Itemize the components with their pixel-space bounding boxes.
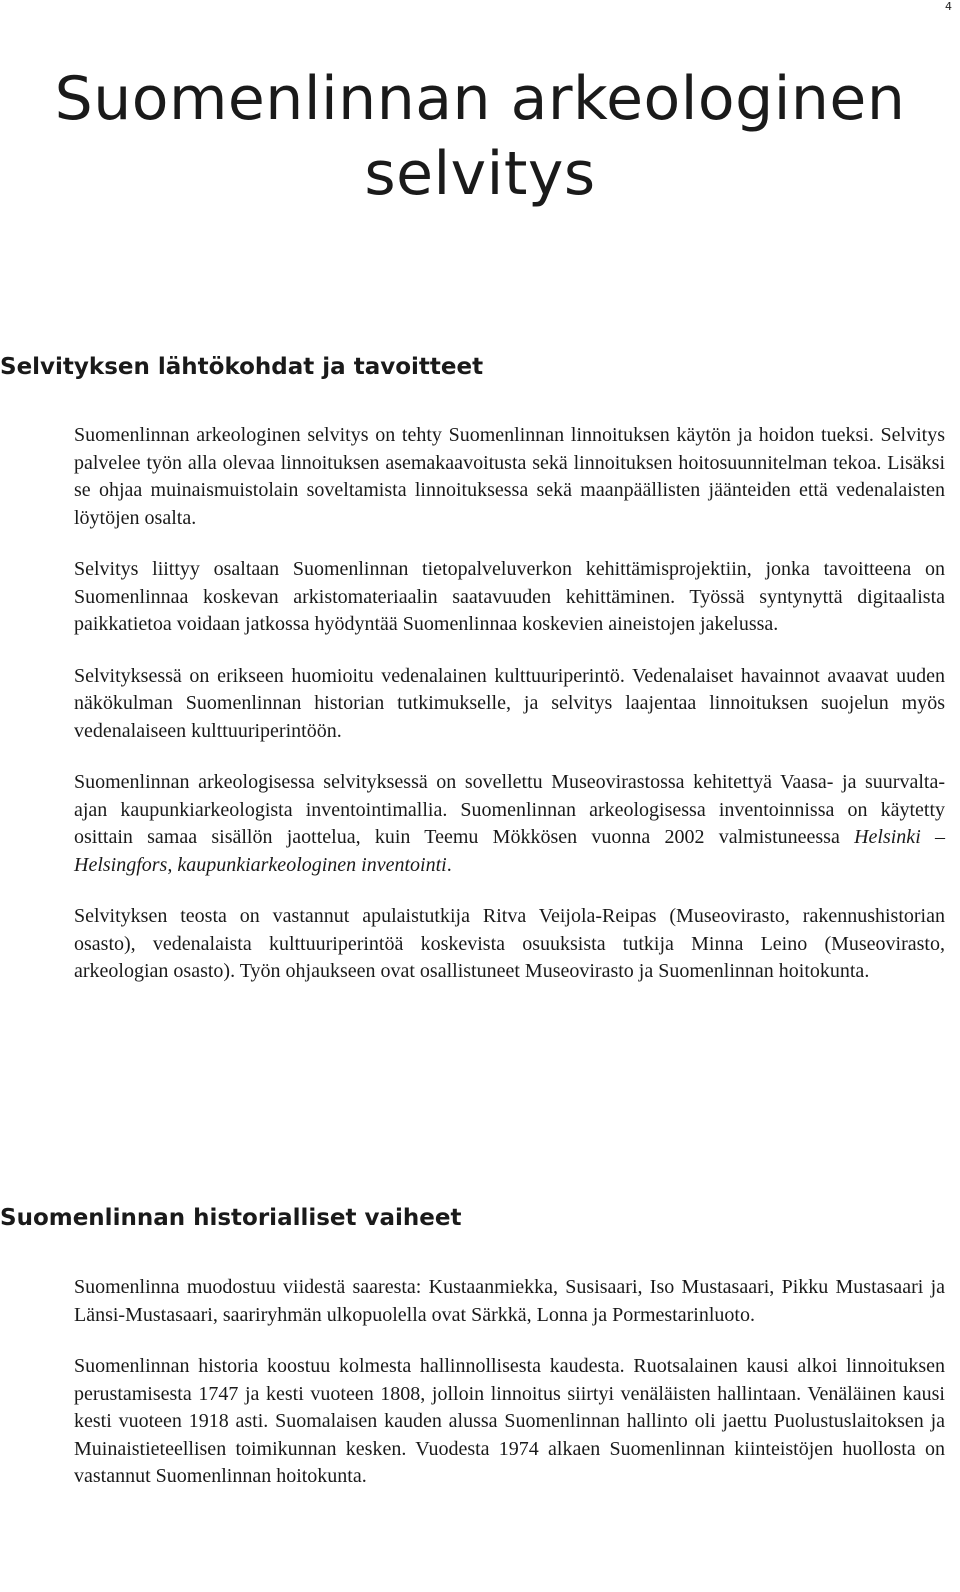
page-title	[0, 62, 960, 212]
section-heading-lahtokohdat: Selvityksen lähtökohdat ja tavoitteet	[0, 354, 484, 380]
page-title-line-1: Suomenlinnan arkeologinen	[54, 64, 906, 134]
paragraph-with-citation	[74, 769, 945, 879]
section-body-historialliset-vaiheet	[74, 1274, 945, 1515]
paragraph: Selvitys liittyy osaltaan Suomenlinnan tietopalveluverkon kehittämisprojektiin, jonka tavoitteena on Suomenlinnaa koskevan arkistomateriaalin saatavuuden kehittäminen. Työssä syntynyttä digitaalista paikkatietoa voidaan jatkossa hyödyntää Suomenlinnaa koskevien aineistojen jakelussa.	[74, 558, 945, 635]
paragraph: Suomenlinna muodostuu viidestä saaresta: Kustaanmiekka, Susisaari, Iso Mustasaari, Pikku Mustasaari ja Länsi-Mustasaari, saariryhmän ulkopuolella ovat Särkkä, Lonna ja Pormestarinluoto.	[74, 1276, 945, 1326]
paragraph: Suomenlinnan historia koostuu kolmesta hallinnollisesta kaudesta. Ruotsalainen kausi alkoi linnoituksen perustamisesta 1747 ja kesti vuoteen 1808, jolloin linnoitus siirtyi venäläisten hallintaan. Venäläinen kausi kesti vuoteen 1918 asti. Suomalaisen kauden alussa Suomenlinnan hallinto oli jaettu Puolustuslaitoksen ja Muinaistieteellisen toimikunnan kesken. Vuodesta 1974 alkaen Suomenlinnan kiinteistöjen huollosta on vastannut Suomenlinnan hoitokunta.	[74, 1355, 945, 1487]
paragraph: Suomenlinnan arkeologinen selvitys on tehty Suomenlinnan linnoituksen käytön ja hoidon tueksi. Selvitys palvelee työn alla olevaa linnoituksen asemakaavoitusta sekä linnoituksen hoitosuunnitelman tekoa. Lisäksi se ohjaa muinaismuistolain soveltamista linnoituksessa sekä maanpäällisten jäänteiden että vedenalaisten löytöjen osalta.	[74, 424, 945, 529]
page-title-line-2: selvitys	[364, 139, 596, 209]
paragraph-text: .	[446, 853, 452, 876]
page-number: 4	[945, 0, 952, 13]
cited-work-title: Helsinki – Helsingfors, kaupunkiarkeologinen inventointi	[74, 826, 945, 876]
paragraph: Selvityksen teosta on vastannut apulaistutkija Ritva Veijola-Reipas (Museovirasto, rakennushistorian osasto), vedenalaista kulttuuriperintöä koskevista osuuksista tutkija Minna Leino (Museovirasto, arkeologian osasto). Työn ohjaukseen ovat osallistuneet Museovirasto ja Suomenlinnan hoitokunta.	[74, 905, 945, 982]
section-heading-historialliset-vaiheet: Suomenlinnan historialliset vaiheet	[0, 1205, 462, 1231]
paragraph-text: Suomenlinnan arkeologisessa selvityksessä on sovellettu Museovirastossa kehitettyä Vaasa- ja suurvalta-ajan kaupunkiarkeologista inventointimallia. Suomenlinnan arkeologisessa inventoinnissa on käytetty osittain samaa sisällön jaottelua, kuin Teemu Mökkösen vuonna 2002 valmistuneessa	[74, 771, 945, 848]
paragraph: Selvityksessä on erikseen huomioitu vedenalainen kulttuuriperintö. Vedenalaiset havainnot avaavat uuden näkökulman Suomenlinnan historian tutkimukselle, ja selvitys laajentaa linnoituksen suojelun myös vedenalaiseen kulttuuriperintöön.	[74, 664, 945, 742]
section-body-lahtokohdat	[74, 422, 945, 1010]
